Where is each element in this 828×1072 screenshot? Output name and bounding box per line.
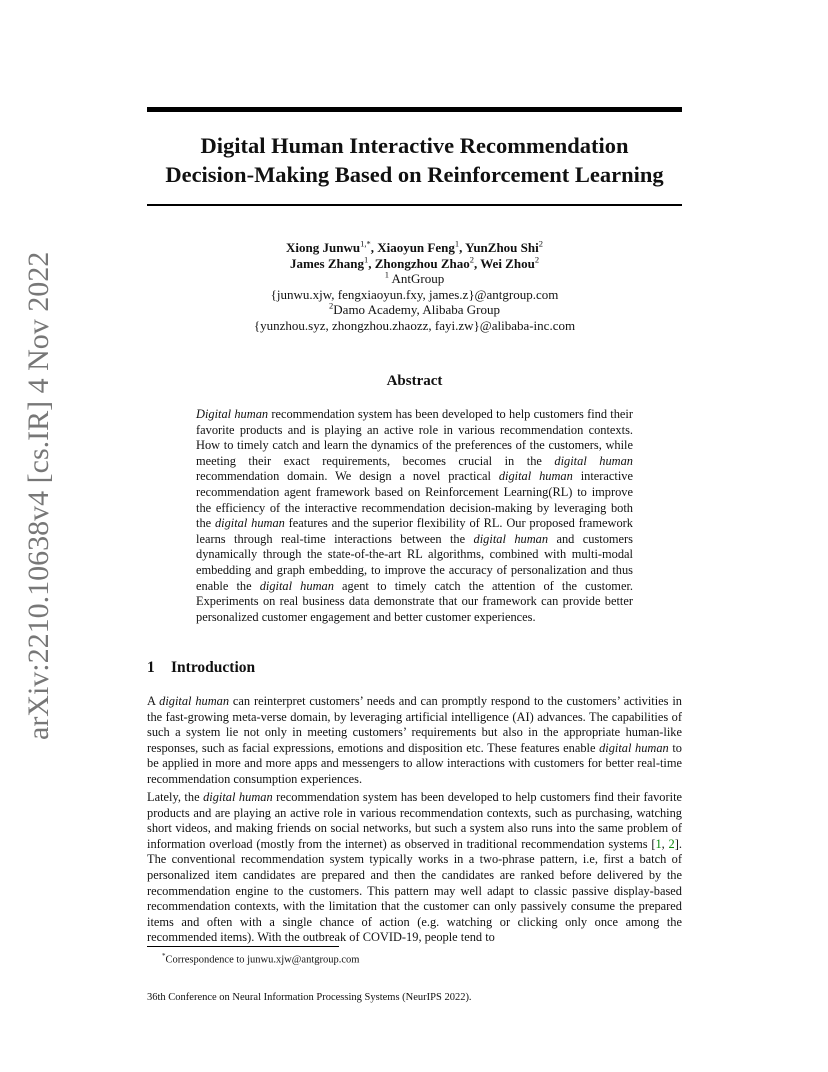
footnote-rule <box>147 946 339 947</box>
author-name: Xiong Junwu <box>286 240 361 255</box>
affiliation-2: $^2$Damo Academy, Alibaba Group <box>329 301 500 318</box>
author-line-1: Xiong Junwu$^{1,*}$, Xiaoyun Feng$^1$, YunZhou Shi$^2$ <box>286 238 543 255</box>
footnote: *Correspondence to junwu.xjw@antgroup.com <box>162 952 360 966</box>
section-title: Introduction <box>171 659 256 676</box>
citation-link[interactable]: 1 <box>655 836 662 851</box>
author-affiliation-mark: 2 <box>469 254 474 265</box>
title-line-2: Decision-Making Based on Reinforcement Learning <box>165 162 664 187</box>
section-heading-introduction <box>147 659 255 677</box>
intro-paragraph-1: A digital human can reinterpret customers’ needs and can promptly respond to the customers’ activities in the fast-growing meta-verse domain, by leveraging artificial intelligence (AI) advances. The capabilities of such a system lie not only in meeting customers’ requirements but also in the appropriate human-like responses, such as facial expressions, emotions and disposition etc. These features enable digital human to be applied in more and more apps and messengers to allow interactions with customers for better real-time recommendation consumption experiences. <box>147 694 682 786</box>
author-name: Zhongzhou Zhao <box>374 255 470 271</box>
citation-link[interactable]: 2 <box>668 836 675 851</box>
affiliation-1: $^1$ AntGroup <box>384 269 445 287</box>
author-affiliation-mark: 2 <box>534 254 540 265</box>
author-affiliation-mark: 2 <box>538 238 543 249</box>
author-affiliation-mark: 1,* <box>360 238 371 249</box>
author-line-2: James Zhang$^1$, Zhongzhou Zhao$^2$, Wei Zhou$^2$ <box>289 254 540 271</box>
arxiv-identifier: arXiv:2210.10638v4 [cs.IR] 4 Nov 2022 <box>22 251 55 740</box>
author-name: James Zhang <box>289 255 364 271</box>
author-name: Wei Zhou <box>480 255 535 271</box>
abstract-heading: Abstract <box>386 373 443 389</box>
email-line-1: {junwu.xjw, fengxiaoyun.fxy, james.z}@antgroup.com <box>270 286 559 302</box>
conference-note: 36th Conference on Neural Information Processing Systems (NeurIPS 2022). <box>147 992 472 1003</box>
title-line-1: Digital Human Interactive Recommendation <box>200 133 629 158</box>
title-bottom-rule <box>147 204 682 206</box>
email-line-2: {yunzhou.syz, zhongzhou.zhaozz, fayi.zw}@alibaba-inc.com <box>253 317 576 333</box>
section-number: 1 <box>147 659 155 676</box>
author-affiliation-mark: 1 <box>363 254 369 265</box>
intro-paragraph-2: Lately, the digital human recommendation system has been developed to help customers find their favorite products and are playing an active role in various recommendation contexts, such as purchasing, watching short videos, and making friends on social networks, but such a system also runs into the same problem of information overload (mostly from the internet) as observed in traditional recommendation systems [1, 2]. The conventional recommendation system typically works in a two-phrase pattern, i.e, first a batch of personalized item candidates are prepared and then the candidates are ranked before delivered by the recommendation engine to the customers. This pattern may well adapt to classic passive display-based recommendation contexts, with the limitation that the customer can only passively consume the prepared items and often with a single chance of action (e.g. watching or clicking only once among the recommended items). With the outbreak of COVID-19, people tend to <box>147 790 683 945</box>
author-block <box>147 240 682 334</box>
author-name: Xiaoyun Feng <box>377 240 455 255</box>
author-name: YunZhou Shi <box>465 240 539 255</box>
paper-title <box>147 131 682 189</box>
author-affiliation-mark: 1 <box>454 238 460 249</box>
title-top-rule <box>147 107 682 112</box>
abstract-body: Digital human recommendation system has been developed to help customers find their favorite products and is playing an active role in various recommendation contexts. How to timely catch and learn the dynamics of the preferences of the customers, while meeting their exact requirements, becomes crucial in the digital human recommendation domain. We design a novel practical digital human interactive recommendation agent framework based on Reinforcement Learning(RL) to improve the efficiency of the interactive recommendation decision-making by leveraging both the digital human features and the superior flexibility of RL. Our proposed framework learns through real-time interactions between the digital human and customers dynamically through the state-of-the-art RL algorithms, combined with multi-modal embedding and graph embedding, to improve the accuracy of personalization and thus enable the digital human agent to timely catch the attention of the customer. Experiments on real business data demonstrate that our framework can provide better personalized customer engagement and better customer experiences. <box>196 407 634 624</box>
